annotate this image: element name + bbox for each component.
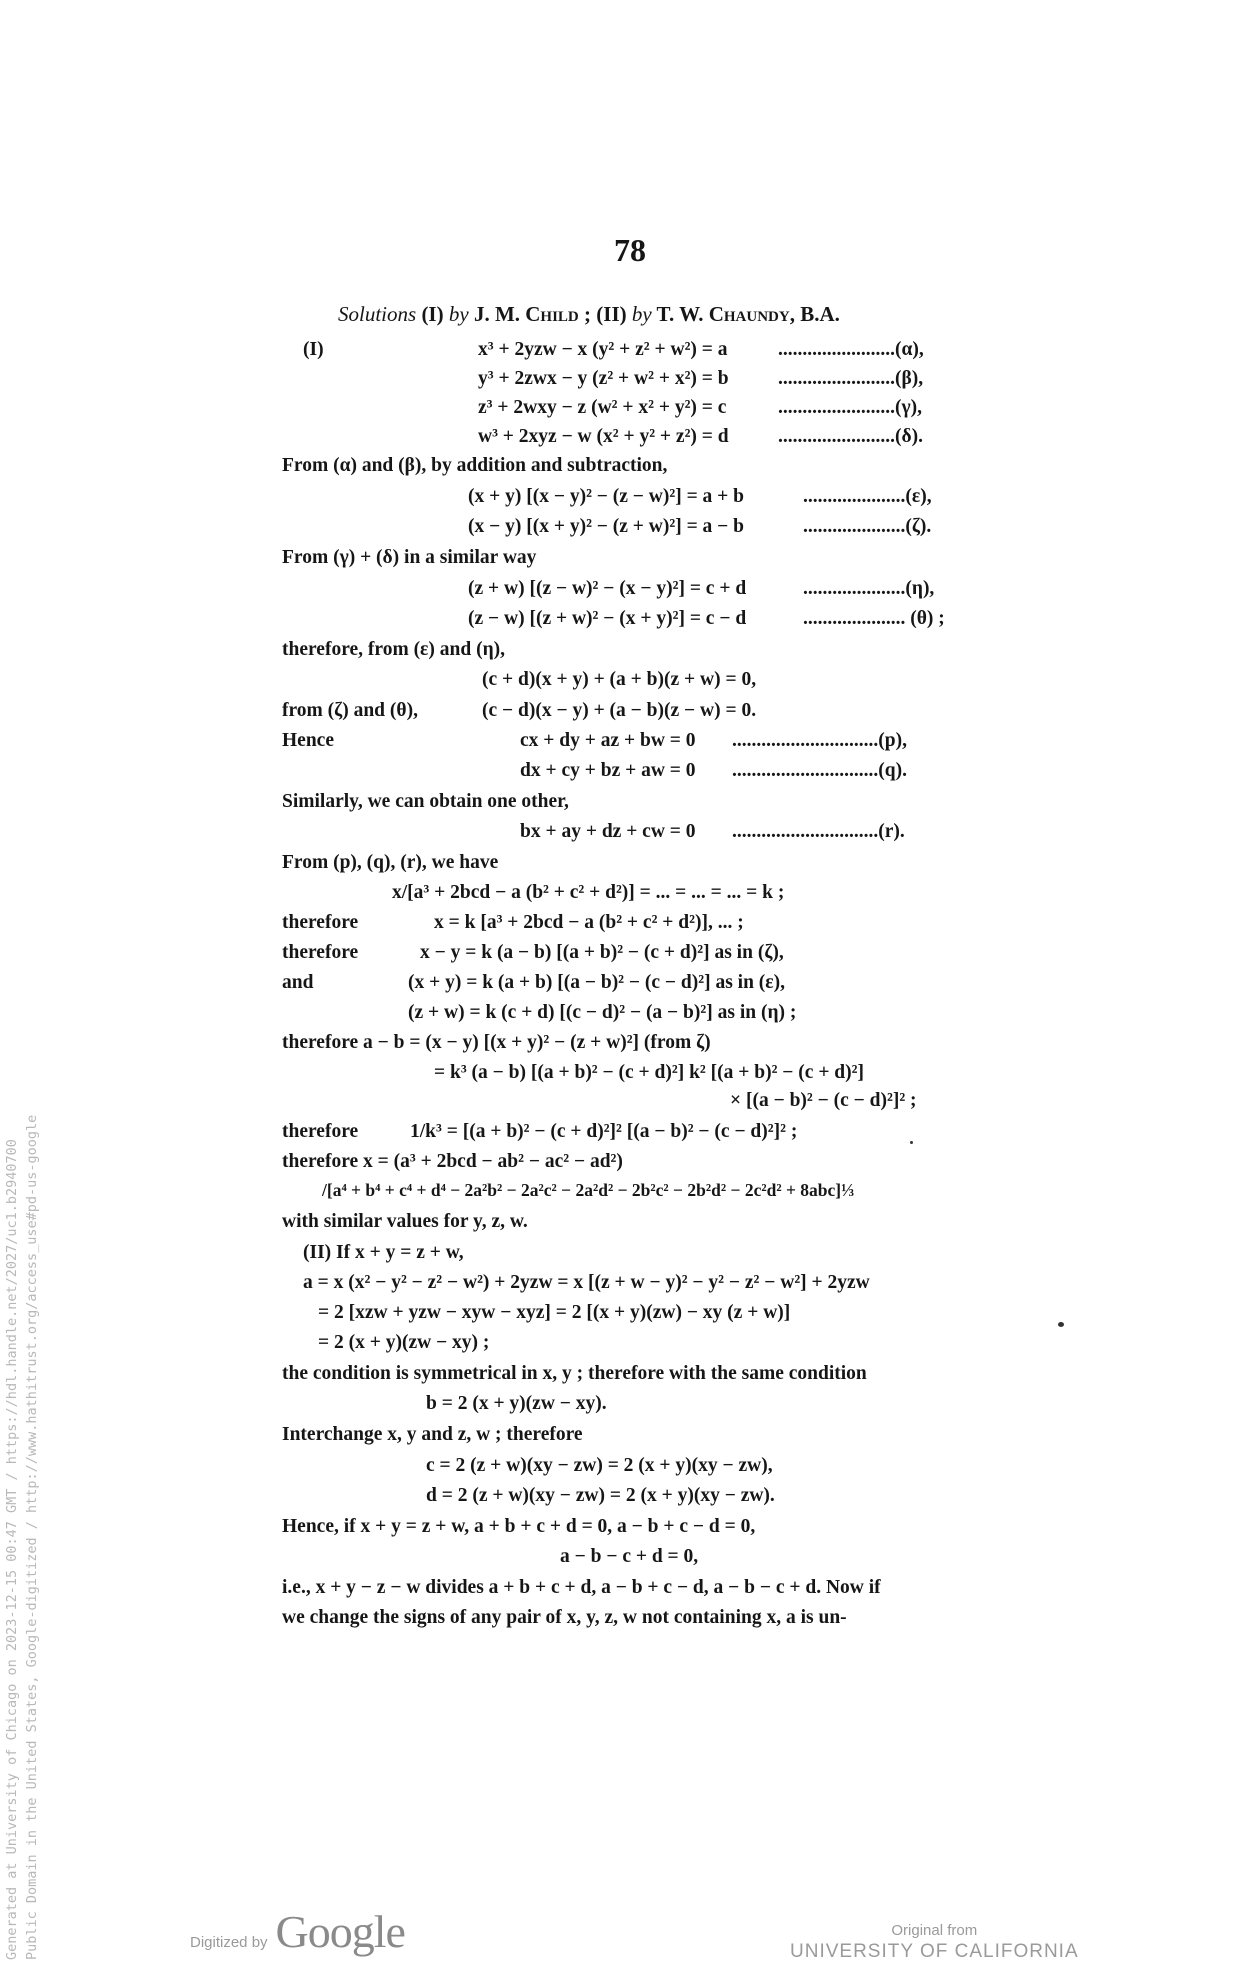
equation-line: = 2 [xzw + yzw − xyw − xyz] = 2 [(x + y)(zw) − xy (z + w)] [318,1302,791,1323]
equation-line: d = 2 (z + w)(xy − zw) = 2 (x + y)(xy − zw). [426,1485,775,1506]
tag-alpha: ........................(α), [778,339,924,360]
equation-zeta: (x − y) [(x + y)² − (z + w)²] = a − b [468,516,745,537]
equation-line: c = 2 (z + w)(xy − zw) = 2 (x + y)(xy − zw), [426,1455,773,1476]
text-line: From (γ) + (δ) in a similar way [282,547,537,568]
original-from [790,1922,1079,1963]
original-from-label: Original from [891,1922,978,1939]
heading-author1: J. M. Child [468,302,579,326]
text-line: we change the signs of any pair of x, y, z, w not containing x, a is un- [282,1607,847,1628]
equation-eta: (z + w) [(z − w)² − (x − y)²] = c + d [468,578,747,599]
text-line: and [282,972,314,993]
heading-sep: ; (II) [578,302,632,326]
heading-by1: by [448,302,469,326]
equation-r: bx + ay + dz + cw = 0 [520,821,696,842]
ink-mark [910,1141,913,1144]
equation-theta: (z − w) [(z + w)² − (x + y)²] = c − d [468,608,747,629]
equation-line: x = k [a³ + 2bcd − a (b² + c² + d²)], ... ; [434,912,744,933]
text-line: (II) If x + y = z + w, [303,1242,464,1263]
tag-delta: ........................(δ). [778,426,923,447]
watermark-line-1: Generated at University of Chicago on 2023-12-15 00:47 GMT / https://hdl.handle.net/2027/uc1.b2940700 [4,1139,20,1960]
tag-r: ..............................(r). [732,821,905,842]
tag-beta: ........................(β), [778,368,924,389]
text-line: From (p), (q), (r), we have [282,852,499,873]
text-line: therefore [282,1121,359,1142]
tag-gamma: ........................(γ), [778,397,922,418]
equation-line: b = 2 (x + y)(zw − xy). [426,1393,607,1414]
ink-mark [1058,1322,1064,1327]
equation-alpha: x³ + 2yzw − x (y² + z² + w²) = a [478,339,728,360]
heading-part1: (I) [416,302,449,326]
text-line: therefore, from (ε) and (η), [282,639,506,660]
text-line: therefore [282,912,359,933]
text-line: with similar values for y, z, w. [282,1211,528,1232]
text-line: therefore x = (a³ + 2bcd − ab² − ac² − ad²) [282,1151,623,1172]
heading-solutions: Solutions [338,302,417,326]
digitized-by-google [190,1905,405,1958]
institution-name: UNIVERSITY OF CALIFORNIA [790,1941,1079,1962]
text-line: Similarly, we can obtain one other, [282,791,569,812]
equation-line: x/[a³ + 2bcd − a (b² + c² + d²)] = ... = ... = ... = k ; [392,882,785,903]
tag-zeta: .....................(ζ). [803,516,932,537]
equation-line: (z + w) = k (c + d) [(c − d)² − (a − b)²] as in (η) ; [408,1002,797,1023]
google-logo: Google [275,1906,405,1957]
page-number: 78 [614,232,646,268]
heading-author2: T. W. Chaundy, B.A. [651,302,840,326]
tag-p: ..............................(p), [732,730,907,751]
equation-line: (c + d)(x + y) + (a + b)(z + w) = 0, [482,669,757,690]
part-one-label: (I) [303,339,324,360]
equation-q: dx + cy + bz + aw = 0 [520,760,696,781]
equation-line: (c − d)(x − y) + (a − b)(z − w) = 0. [482,700,757,721]
digitized-by-label: Digitized by [190,1934,268,1951]
text-line: i.e., x + y − z − w divides a + b + c + d, a − b + c − d, a − b − c + d. Now if [282,1577,881,1598]
equation-p: cx + dy + az + bw = 0 [520,730,696,751]
text-line: Hence [282,730,334,751]
equation-line: 1/k³ = [(a + b)² − (c + d)²]² [(a − b)² − (c − d)²]² ; [410,1121,798,1142]
solutions-heading [338,302,840,327]
equation-delta: w³ + 2xyz − w (x² + y² + z²) = d [478,426,729,447]
tag-theta: ..................... (θ) ; [803,608,945,629]
text-line: Interchange x, y and z, w ; therefore [282,1424,583,1445]
heading-by2: by [631,302,652,326]
text-line: therefore [282,942,359,963]
equation-line: /[a⁴ + b⁴ + c⁴ + d⁴ − 2a²b² − 2a²c² − 2a²d² − 2b²c² − 2b²d² − 2c²d² + 8abc]⅓ [322,1180,855,1200]
equation-line: x − y = k (a − b) [(a + b)² − (c + d)²] as in (ζ), [420,942,784,963]
equation-line: (x + y) = k (a + b) [(a − b)² − (c − d)²] as in (ε), [408,972,786,993]
text-line: the condition is symmetrical in x, y ; therefore with the same condition [282,1363,867,1384]
tag-q: ..............................(q). [732,760,907,781]
equation-line: = k³ (a − b) [(a + b)² − (c + d)²] k² [(a + b)² − (c + d)²] [434,1062,864,1083]
text-line: Hence, if x + y = z + w, a + b + c + d = 0, a − b + c − d = 0, [282,1516,756,1537]
tag-eta: .....................(η), [803,578,935,599]
watermark-line-2: Public Domain in the United States, Google-digitized / http://www.hathitrust.org/access_use#pd-us-google [24,1114,40,1960]
equation-beta: y³ + 2zwx − y (z² + w² + x²) = b [478,368,729,389]
text-line: from (ζ) and (θ), [282,700,418,721]
equation-line: a = x (x² − y² − z² − w²) + 2yzw = x [(z + w − y)² − y² − z² − w²] + 2yzw [303,1272,870,1293]
equation-epsilon: (x + y) [(x − y)² − (z − w)²] = a + b [468,486,745,507]
equation-line: a − b − c + d = 0, [560,1546,699,1567]
text-line: From (α) and (β), by addition and subtraction, [282,455,668,476]
equation-line: × [(a − b)² − (c − d)²]² ; [730,1090,917,1111]
hathitrust-watermark [2,1115,42,1960]
tag-epsilon: .....................(ε), [803,486,932,507]
equation-line: = 2 (x + y)(zw − xy) ; [318,1332,490,1353]
text-line: therefore a − b = (x − y) [(x + y)² − (z + w)²] (from ζ) [282,1032,711,1053]
equation-gamma: z³ + 2wxy − z (w² + x² + y²) = c [478,397,727,418]
